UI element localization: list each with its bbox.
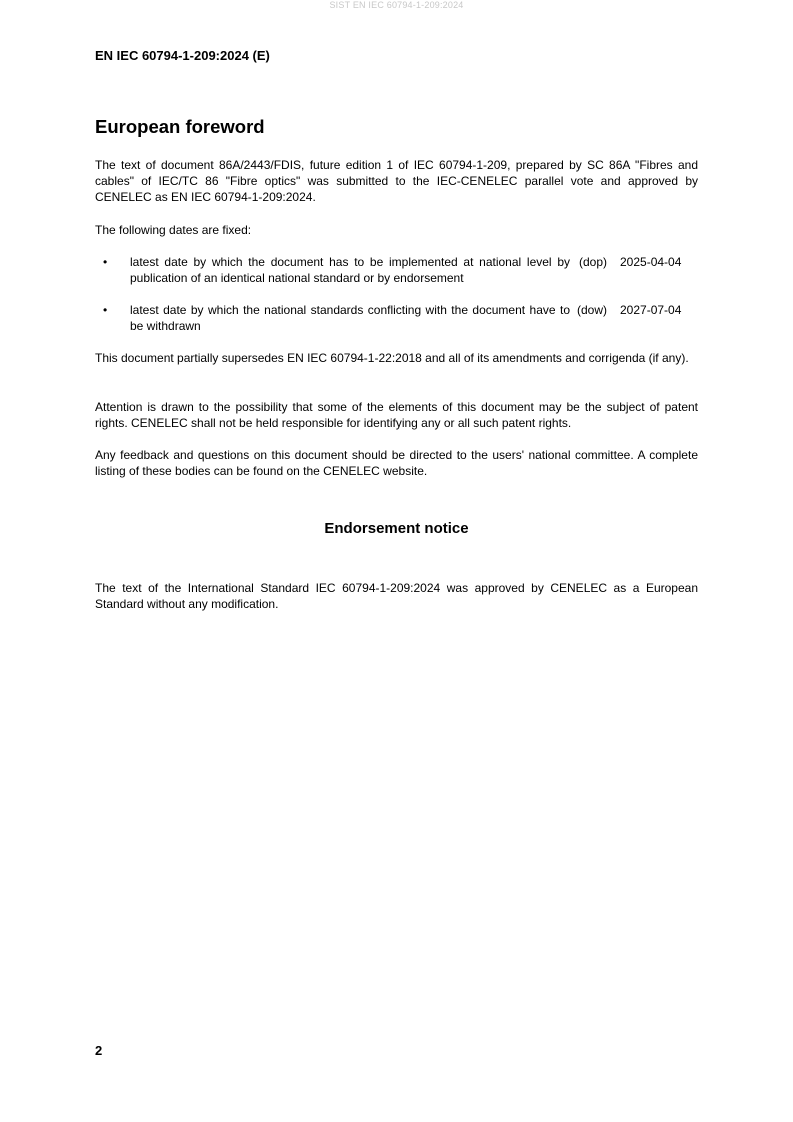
list-item-text: latest date by which the document has to be implemented at national level by publication of an identical national standard or by endorsement bbox=[130, 255, 570, 285]
list-item-dop bbox=[95, 254, 698, 286]
patent-paragraph: Attention is drawn to the possibility that some of the elements of this document may be the subject of patent rights. CENELEC shall not be held responsible for identifying any or all such patent rights. bbox=[95, 400, 698, 430]
feedback-paragraph: Any feedback and questions on this document should be directed to the users' national committee. A complete listing of these bodies can be found on the CENELEC website. bbox=[95, 448, 698, 478]
list-item-text: latest date by which the national standards conflicting with the document have to be withdrawn bbox=[130, 303, 570, 333]
page-number: 2 bbox=[95, 1043, 103, 1058]
dates-intro-paragraph: The following dates are fixed: bbox=[95, 223, 252, 237]
section-title-endorsement: Endorsement notice bbox=[324, 520, 469, 537]
endorsement-paragraph: The text of the International Standard IEC 60794-1-209:2024 was approved by CENELEC as a European Standard without any modification. bbox=[95, 581, 698, 611]
list-item-code: (dop) bbox=[578, 255, 607, 269]
list-item-dow bbox=[95, 302, 698, 334]
supersedes-paragraph: This document partially supersedes EN IEC 60794-1-22:2018 and all of its amendments and corrigenda (if any). bbox=[95, 351, 689, 365]
watermark: SIST EN IEC 60794-1-209:2024 bbox=[329, 0, 464, 10]
section-title-foreword: European foreword bbox=[95, 116, 265, 137]
list-item-code: (dow) bbox=[576, 303, 607, 317]
list-item-date: 2027-07-04 bbox=[620, 303, 682, 317]
list-item-date: 2025-04-04 bbox=[620, 255, 682, 269]
foreword-intro-paragraph: The text of document 86A/2443/FDIS, future edition 1 of IEC 60794-1-209, prepared by SC 86A "Fibres and cables" of IEC/TC 86 "Fibre optics" was submitted to the IEC-CENELEC parallel vote and approved by CENELEC as EN IEC 60794-1-209:2024. bbox=[95, 158, 698, 204]
bullet-icon: • bbox=[103, 255, 108, 269]
document-id: EN IEC 60794-1-209:2024 (E) bbox=[95, 48, 270, 63]
bullet-icon: • bbox=[103, 303, 108, 317]
